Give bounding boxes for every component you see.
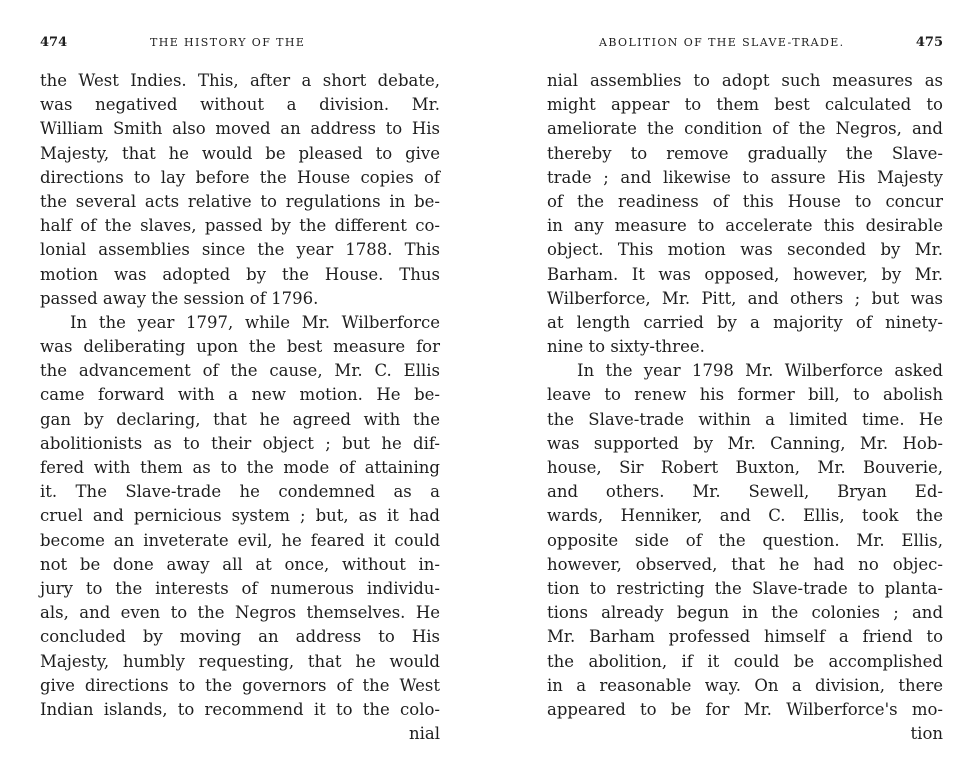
text-line: gan by declaring, that he agreed with the (40, 409, 440, 429)
text-line: abolitionists as to their object ; but he dif- (40, 433, 440, 453)
text-line: Barham. It was opposed, however, by Mr. (547, 264, 943, 284)
text-line: concluded by moving an address to His (40, 627, 440, 647)
text-line: ameliorate the condition of the Negros, and (547, 119, 943, 139)
text-line: object. This motion was seconded by Mr. (547, 240, 943, 260)
text-line: In the year 1798 Mr. Wilberforce asked (577, 361, 943, 381)
text-line: Indian islands, to recommend it to the colo- (40, 699, 440, 719)
text-line: at length carried by a majority of ninety- (547, 312, 943, 332)
text-line: tions already begun in the colonies ; and (547, 603, 943, 623)
text-line: tion to restricting the Slave-trade to planta- (547, 578, 943, 598)
text-line: directions to lay before the House copies of (40, 167, 440, 187)
text-line: not be done away all at once, without in- (40, 554, 440, 574)
text-line: came forward with a new motion. He be- (40, 385, 440, 405)
left-page-number: 474 (40, 35, 68, 50)
text-line: and others. Mr. Sewell, Bryan Ed- (547, 482, 943, 502)
text-line: become an inveterate evil, he feared it could (40, 530, 440, 550)
text-line: give directions to the governors of the West (40, 675, 440, 695)
right-page-body (547, 69, 943, 746)
text-line: leave to renew his former bill, to abolish (547, 385, 943, 405)
text-line: in a reasonable way. On a division, there (547, 675, 943, 695)
text-line: the Slave-trade within a limited time. He (547, 409, 943, 429)
text-line: was negatived without a division. Mr. (40, 95, 440, 115)
text-line: was deliberating upon the best measure for (40, 337, 440, 357)
right-running-head: ABOLITION OF THE SLAVE-TRADE. (599, 36, 845, 49)
text-line: cruel and pernicious system ; but, as it had (40, 506, 440, 526)
text-line: als, and even to the Negros themselves. He (40, 603, 440, 623)
text-line: of the readiness of this House to concur (547, 191, 943, 211)
text-line: wards, Henniker, and C. Ellis, took the (547, 506, 943, 526)
text-line: opposite side of the question. Mr. Ellis, (547, 530, 943, 550)
text-line: the several acts relative to regulations in be- (40, 191, 440, 211)
text-line: lonial assemblies since the year 1788. This (40, 240, 440, 260)
text-line: the advancement of the cause, Mr. C. Ellis (40, 361, 440, 381)
text-line: Majesty, humbly requesting, that he would (40, 651, 440, 671)
text-line: William Smith also moved an address to His (40, 119, 440, 139)
left-page-body (40, 69, 440, 746)
text-line: trade ; and likewise to assure His Majesty (547, 167, 943, 187)
text-line: Majesty, that he would be pleased to give (40, 143, 440, 163)
text-line: however, observed, that he had no objec- (547, 554, 943, 574)
text-line: appeared to be for Mr. Wilberforce's mo- (547, 699, 943, 719)
text-line: nial assemblies to adopt such measures as (547, 71, 943, 90)
text-line: Wilberforce, Mr. Pitt, and others ; but was (547, 288, 943, 308)
text-line: the West Indies. This, after a short debate, (40, 71, 440, 90)
text-line: in any measure to accelerate this desirable (547, 216, 943, 236)
text-line: half of the slaves, passed by the different co- (40, 216, 440, 236)
text-line: might appear to them best calculated to (547, 95, 943, 115)
text-line: it. The Slave-trade he condemned as a (40, 482, 440, 502)
text-line: In the year 1797, while Mr. Wilberforce (70, 312, 440, 332)
text-line: fered with them as to the mode of attaining (40, 458, 440, 477)
text-line: motion was adopted by the House. Thus (40, 264, 440, 284)
text-line: nine to sixty-three. (547, 337, 705, 357)
left-running-head: THE HISTORY OF THE (150, 36, 306, 49)
text-line: Mr. Barham professed himself a friend to (547, 627, 943, 647)
text-line: passed away the session of 1796. (40, 288, 319, 308)
right-page-number: 475 (915, 35, 943, 50)
text-line: house, Sir Robert Buxton, Mr. Bouverie, (547, 458, 943, 477)
text-line: was supported by Mr. Canning, Mr. Hob- (547, 433, 943, 453)
catchword: nial (408, 724, 440, 744)
text-line: thereby to remove gradually the Slave- (547, 143, 943, 163)
text-line: jury to the interests of numerous individu- (40, 578, 440, 598)
text-line: the abolition, if it could be accomplished (547, 651, 943, 671)
catchword: tion (910, 724, 943, 744)
